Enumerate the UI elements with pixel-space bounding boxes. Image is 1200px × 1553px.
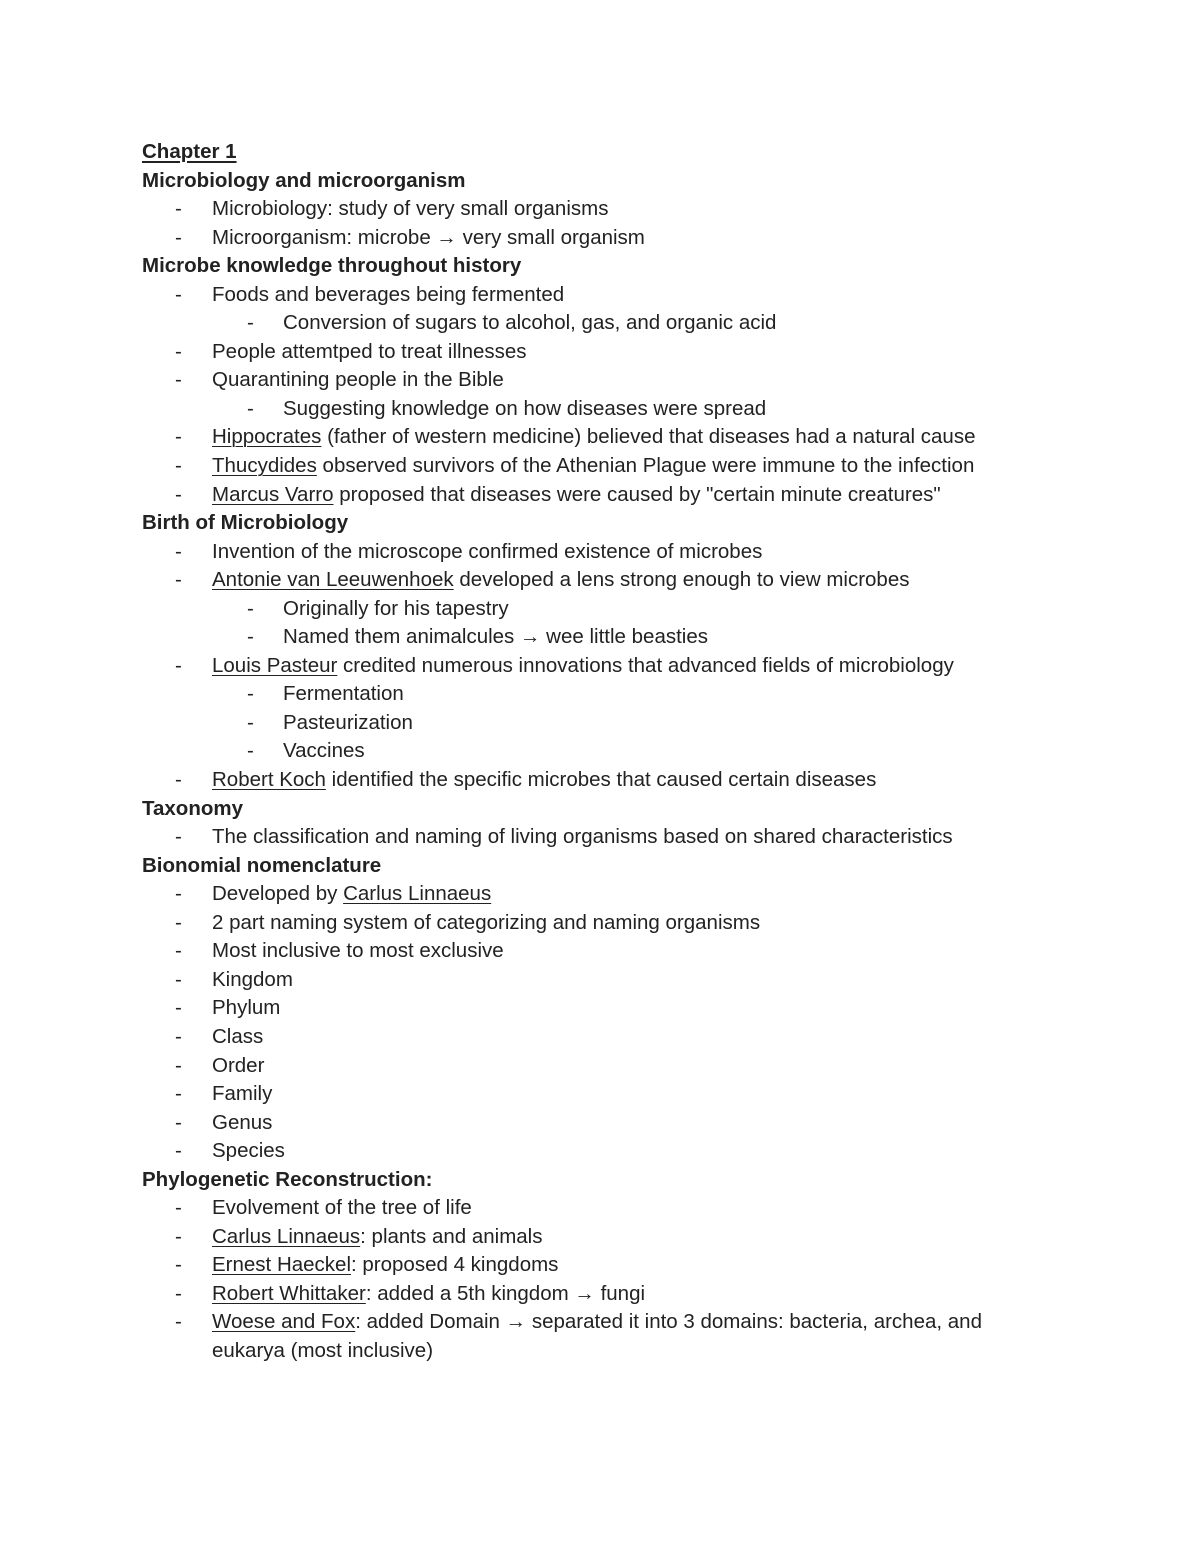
item-text: Order — [212, 1053, 265, 1077]
list-item — [142, 937, 1042, 966]
bullet-dash-icon: - — [175, 967, 182, 991]
item-prefix: Developed by — [212, 882, 344, 906]
item-content — [212, 939, 504, 962]
item-content — [212, 283, 564, 306]
item-content — [283, 397, 766, 420]
item-content — [212, 1025, 263, 1048]
section-heading: Taxonomy — [142, 796, 243, 820]
item-content — [283, 711, 413, 734]
bullet-dash-icon: - — [175, 482, 182, 506]
bullet-dash-icon: - — [247, 396, 254, 420]
section-heading: Bionomial nomenclature — [142, 853, 382, 877]
bullet-dash-icon: - — [175, 197, 182, 221]
item-content — [283, 597, 509, 620]
item-text: (father of western medicine) believed that diseases had a natural cause — [321, 425, 976, 449]
item-text: Conversion of sugars to alcohol, gas, and organic acid — [283, 311, 777, 335]
sub-list-item — [142, 623, 1042, 652]
item-content — [212, 340, 527, 363]
section-heading: Phylogenetic Reconstruction: — [142, 1167, 433, 1191]
item-text: Phylum — [212, 996, 281, 1020]
item-text: Invention of the microscope confirmed existence of microbes — [212, 539, 763, 563]
person-name: Ernest Haeckel — [212, 1253, 352, 1277]
bullet-dash-icon: - — [175, 1281, 182, 1305]
item-text: Suggesting knowledge on how diseases were spread — [283, 396, 767, 420]
sub-list-item — [142, 680, 1042, 709]
item-content — [212, 1111, 272, 1134]
item-text: Class — [212, 1024, 264, 1048]
item-content — [212, 882, 491, 905]
bullet-dash-icon: - — [175, 539, 182, 563]
list-item — [142, 823, 1042, 852]
item-content — [212, 996, 280, 1019]
list-item — [142, 1080, 1042, 1109]
item-content — [212, 1082, 272, 1105]
bullet-dash-icon: - — [175, 1024, 182, 1048]
bullet-dash-icon: - — [247, 625, 254, 649]
bullet-dash-icon: - — [247, 710, 254, 734]
item-content — [212, 1282, 645, 1305]
item-text: : added a 5th kingdom → fungi — [365, 1281, 646, 1305]
list-item — [142, 1052, 1042, 1081]
list-item — [142, 452, 1042, 481]
bullet-dash-icon: - — [175, 454, 182, 478]
item-content — [212, 483, 941, 506]
item-text: Evolvement of the tree of life — [212, 1196, 472, 1220]
section-heading: Microbe knowledge throughout history — [142, 254, 522, 278]
sub-list-item — [142, 395, 1042, 424]
chapter-title: Chapter 1 — [142, 140, 237, 163]
person-name: Robert Whittaker — [212, 1281, 366, 1305]
list-item — [142, 366, 1042, 395]
item-content — [212, 425, 976, 448]
list-item — [142, 652, 1042, 681]
bullet-dash-icon: - — [175, 1110, 182, 1134]
list-item — [142, 966, 1042, 995]
item-content — [283, 739, 365, 762]
item-content — [212, 1196, 472, 1219]
list-item — [142, 994, 1042, 1023]
list-item — [142, 281, 1042, 310]
bullet-dash-icon: - — [175, 939, 182, 963]
list-item — [142, 1280, 1042, 1309]
bullet-dash-icon: - — [175, 1082, 182, 1106]
list-item — [142, 1194, 1042, 1223]
list-item — [142, 1109, 1042, 1138]
list-item — [142, 1308, 1042, 1365]
person-name: Woese and Fox — [212, 1310, 356, 1334]
item-content — [212, 1225, 542, 1248]
item-content — [212, 454, 974, 477]
item-text: Kingdom — [212, 967, 293, 991]
bullet-dash-icon: - — [175, 568, 182, 592]
bullet-dash-icon: - — [175, 1053, 182, 1077]
item-text: Named them animalcules → wee little beasties — [283, 625, 708, 649]
bullet-dash-icon: - — [247, 311, 254, 335]
bullet-dash-icon: - — [247, 739, 254, 763]
bullet-dash-icon: - — [175, 1196, 182, 1220]
item-content — [212, 568, 909, 591]
person-name: Thucydides — [212, 454, 317, 478]
item-content — [212, 540, 762, 563]
list-item — [142, 538, 1042, 567]
list-item — [142, 566, 1042, 595]
item-content — [212, 1139, 285, 1162]
bullet-dash-icon: - — [175, 825, 182, 849]
item-text: : added Domain → separated it into 3 domains: bacteria, archea, and eukarya (most inclusive) — [212, 1310, 982, 1362]
item-text: Originally for his tapestry — [283, 596, 509, 620]
list-item — [142, 1223, 1042, 1252]
item-text: Pasteurization — [283, 710, 413, 734]
person-name: Louis Pasteur — [212, 653, 338, 677]
person-name: Carlus Linnaeus — [343, 882, 492, 906]
person-name: Marcus Varro — [212, 482, 334, 506]
bullet-dash-icon: - — [175, 1310, 182, 1334]
bullet-dash-icon: - — [175, 653, 182, 677]
item-content — [283, 311, 776, 334]
bullet-dash-icon: - — [175, 425, 182, 449]
sub-list-item — [142, 709, 1042, 738]
item-text: The classification and naming of living organisms based on shared characteristics — [212, 825, 953, 849]
item-text: 2 part naming system of categorizing and naming organisms — [212, 910, 761, 934]
item-text: Quarantining people in the Bible — [212, 368, 504, 392]
item-text: Foods and beverages being fermented — [212, 282, 565, 306]
bullet-dash-icon: - — [175, 1139, 182, 1163]
item-content — [212, 368, 504, 391]
item-text: : proposed 4 kingdoms — [351, 1253, 559, 1277]
person-name: Antonie van Leeuwenhoek — [212, 568, 454, 592]
sub-list-item — [142, 737, 1042, 766]
item-text: People attemtped to treat illnesses — [212, 339, 527, 363]
bullet-dash-icon: - — [175, 768, 182, 792]
bullet-dash-icon: - — [175, 996, 182, 1020]
item-content — [212, 1253, 558, 1276]
list-item — [142, 1137, 1042, 1166]
bullet-dash-icon: - — [247, 596, 254, 620]
bullet-dash-icon: - — [175, 339, 182, 363]
item-text: identified the specific microbes that caused certain diseases — [325, 768, 877, 792]
section-heading: Microbiology and microorganism — [142, 168, 466, 192]
item-text: Family — [212, 1082, 273, 1106]
item-text: proposed that diseases were caused by "certain minute creatures" — [333, 482, 941, 506]
item-text: credited numerous innovations that advanced fields of microbiology — [337, 653, 954, 677]
item-content — [212, 825, 953, 848]
person-name: Carlus Linnaeus — [212, 1224, 361, 1248]
list-item — [142, 1023, 1042, 1052]
bullet-dash-icon: - — [175, 282, 182, 306]
list-item — [142, 766, 1042, 795]
list-item — [142, 481, 1042, 510]
bullet-dash-icon: - — [247, 682, 254, 706]
list-item — [142, 909, 1042, 938]
item-content — [283, 625, 708, 648]
notes-body — [142, 167, 1042, 1366]
list-item — [142, 880, 1042, 909]
list-item — [142, 195, 1042, 224]
item-text: Genus — [212, 1110, 273, 1134]
bullet-dash-icon: - — [175, 1253, 182, 1277]
item-content — [212, 226, 645, 249]
item-text: Most inclusive to most exclusive — [212, 939, 504, 963]
item-text: Fermentation — [283, 682, 404, 706]
item-text: Species — [212, 1139, 285, 1163]
section-heading: Birth of Microbiology — [142, 511, 349, 535]
person-name: Hippocrates — [212, 425, 322, 449]
document-page — [142, 138, 1042, 1366]
item-text: Vaccines — [283, 739, 365, 763]
bullet-dash-icon: - — [175, 225, 182, 249]
list-item — [142, 224, 1042, 253]
item-content — [212, 654, 954, 677]
item-text: Microorganism: microbe → very small organism — [212, 225, 645, 249]
list-item — [142, 338, 1042, 367]
bullet-dash-icon: - — [175, 368, 182, 392]
item-content — [212, 1054, 264, 1077]
sub-list-item — [142, 595, 1042, 624]
list-item — [142, 423, 1042, 452]
item-text: : plants and animals — [360, 1224, 543, 1248]
item-text: observed survivors of the Athenian Plague were immune to the infection — [316, 454, 975, 478]
sub-list-item — [142, 309, 1042, 338]
item-content — [212, 197, 608, 220]
bullet-dash-icon: - — [175, 1224, 182, 1248]
item-text: Microbiology: study of very small organisms — [212, 197, 609, 221]
person-name: Robert Koch — [212, 768, 326, 792]
item-content — [212, 968, 293, 991]
bullet-dash-icon: - — [175, 910, 182, 934]
item-content — [212, 768, 876, 791]
item-text: developed a lens strong enough to view microbes — [453, 568, 910, 592]
item-content — [283, 682, 404, 705]
item-content — [212, 1308, 1042, 1365]
item-content — [212, 911, 760, 934]
list-item — [142, 1251, 1042, 1280]
bullet-dash-icon: - — [175, 882, 182, 906]
